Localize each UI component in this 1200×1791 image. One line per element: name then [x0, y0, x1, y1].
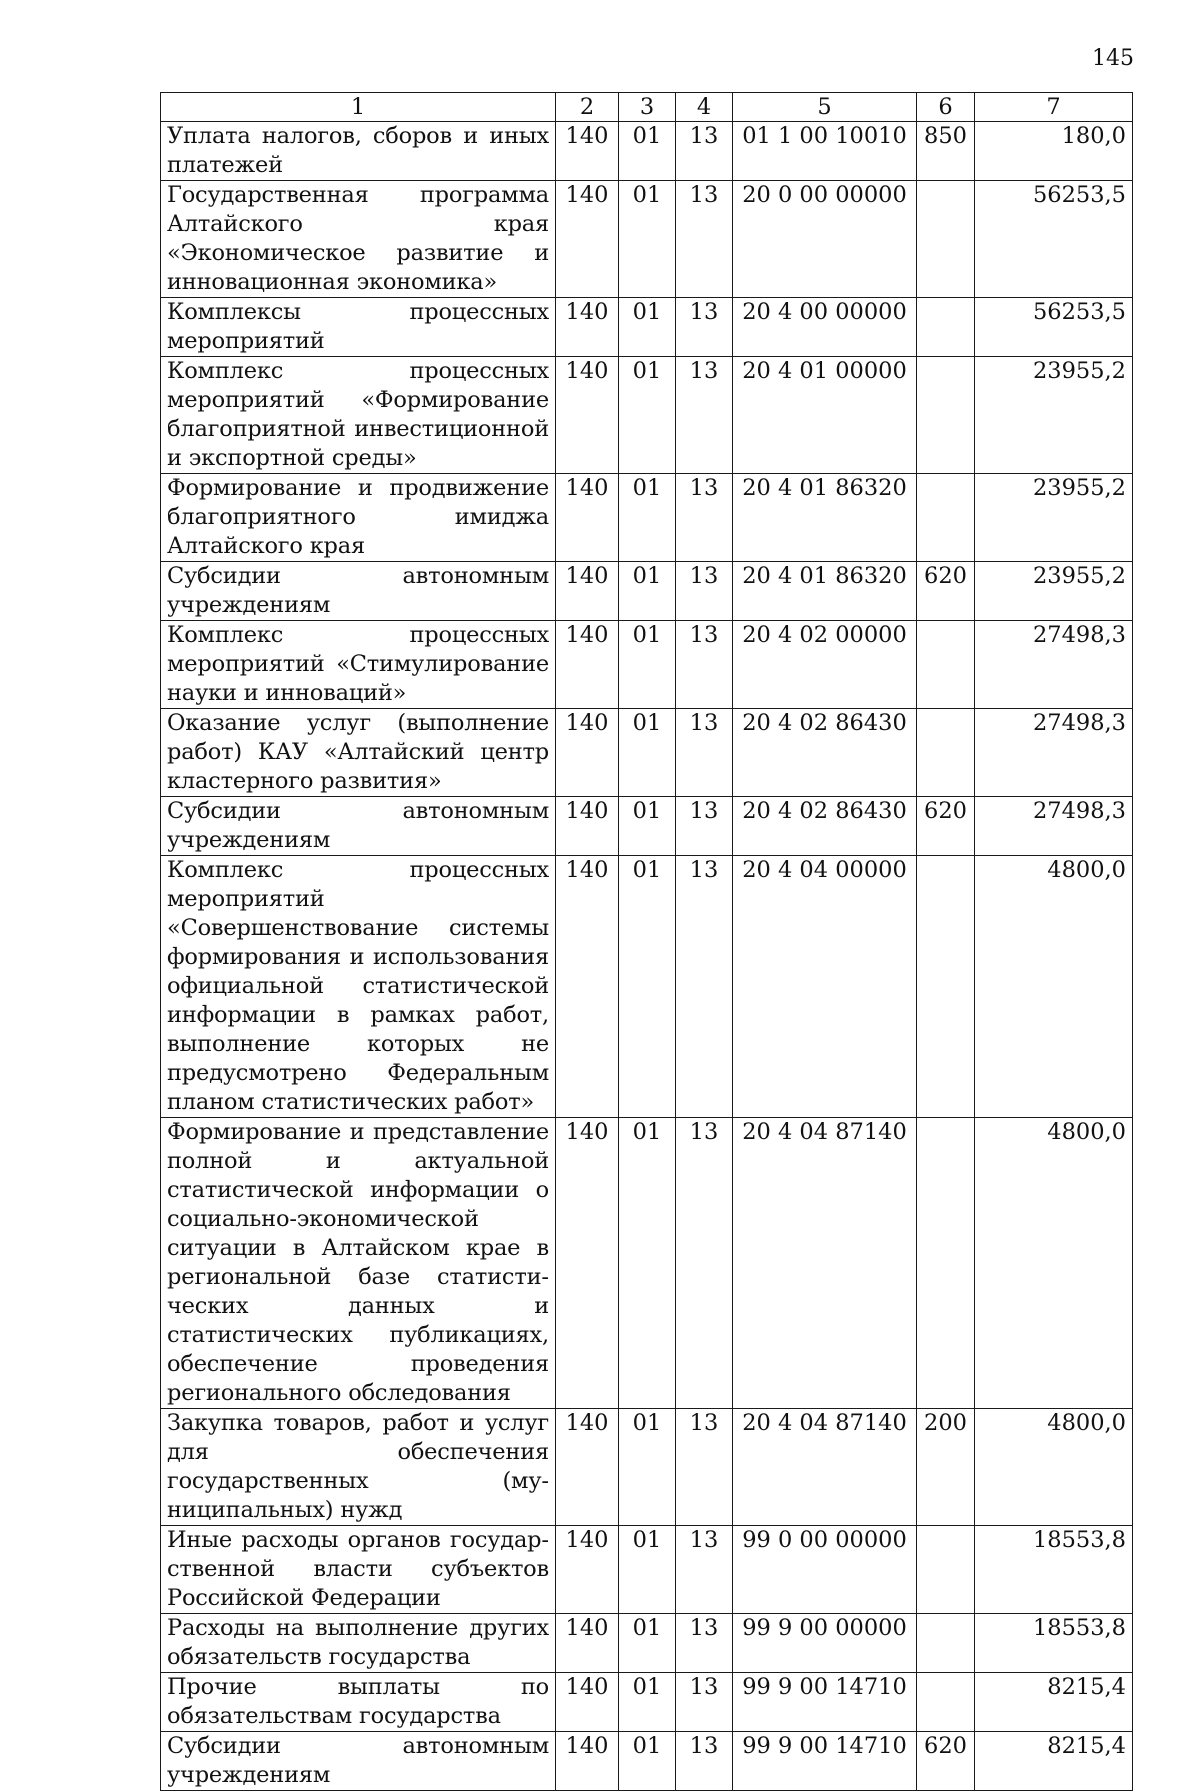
row-amount-cell: 23955,2 [975, 474, 1133, 562]
row-amount-cell: 4800,0 [975, 856, 1133, 1118]
row-subsection-cell: 13 [676, 357, 733, 474]
row-section-cell: 01 [619, 1409, 676, 1526]
row-expense-type-cell [917, 474, 975, 562]
row-amount-cell: 23955,2 [975, 562, 1133, 621]
column-header: 1 [161, 93, 556, 122]
row-code-cell: 140 [556, 562, 619, 621]
row-name-cell: Комплекс процессных мероприятий «Формирование благоприятной инвестиционной и экспортной среды» [161, 357, 556, 474]
row-name-cell: Прочие выплаты по обязательствам государства [161, 1673, 556, 1732]
row-section-cell: 01 [619, 856, 676, 1118]
table-row [161, 298, 1133, 357]
row-subsection-cell: 13 [676, 562, 733, 621]
row-target-item-cell: 20 4 02 86430 [733, 709, 917, 797]
row-name-cell: Расходы на выполнение других обязательств государства [161, 1614, 556, 1673]
row-amount-cell: 23955,2 [975, 357, 1133, 474]
table-row [161, 1409, 1133, 1526]
row-section-cell: 01 [619, 1673, 676, 1732]
row-section-cell: 01 [619, 709, 676, 797]
table-row [161, 709, 1133, 797]
row-section-cell: 01 [619, 357, 676, 474]
row-code-cell: 140 [556, 1614, 619, 1673]
row-target-item-cell: 20 4 04 00000 [733, 856, 917, 1118]
row-subsection-cell: 13 [676, 1614, 733, 1673]
row-code-cell: 140 [556, 357, 619, 474]
row-target-item-cell: 99 9 00 14710 [733, 1732, 917, 1791]
row-expense-type-cell [917, 298, 975, 357]
row-section-cell: 01 [619, 1732, 676, 1791]
row-expense-type-cell: 850 [917, 122, 975, 181]
table-row [161, 1118, 1133, 1409]
row-name-cell: Субсидии автономным учреждениям [161, 797, 556, 856]
row-section-cell: 01 [619, 1614, 676, 1673]
row-expense-type-cell [917, 621, 975, 709]
row-amount-cell: 27498,3 [975, 621, 1133, 709]
row-name-cell: Комплекс процессных мероприятий «Совершенствование системы формирования и использования официальной статистической информации в рамках работ, выполнение которых не предусмотрено Федеральным планом статистических работ» [161, 856, 556, 1118]
table-row [161, 357, 1133, 474]
column-header: 2 [556, 93, 619, 122]
row-subsection-cell: 13 [676, 621, 733, 709]
row-expense-type-cell [917, 856, 975, 1118]
column-header: 6 [917, 93, 975, 122]
column-header: 3 [619, 93, 676, 122]
row-target-item-cell: 20 4 01 86320 [733, 474, 917, 562]
row-code-cell: 140 [556, 1526, 619, 1614]
table-row [161, 1673, 1133, 1732]
row-expense-type-cell [917, 357, 975, 474]
row-subsection-cell: 13 [676, 856, 733, 1118]
table-row [161, 1732, 1133, 1791]
row-amount-cell: 4800,0 [975, 1118, 1133, 1409]
row-code-cell: 140 [556, 474, 619, 562]
row-expense-type-cell: 620 [917, 797, 975, 856]
row-subsection-cell: 13 [676, 1526, 733, 1614]
row-code-cell: 140 [556, 1118, 619, 1409]
row-target-item-cell: 20 4 02 00000 [733, 621, 917, 709]
row-section-cell: 01 [619, 181, 676, 298]
row-expense-type-cell [917, 1614, 975, 1673]
row-name-cell: Государственная программа Алтайского края «Экономическое развитие и инновационная экономика» [161, 181, 556, 298]
row-code-cell: 140 [556, 709, 619, 797]
table-header-row [161, 93, 1133, 122]
table-row [161, 474, 1133, 562]
row-code-cell: 140 [556, 621, 619, 709]
table-row [161, 1614, 1133, 1673]
table-row [161, 621, 1133, 709]
row-target-item-cell: 99 9 00 14710 [733, 1673, 917, 1732]
column-header: 5 [733, 93, 917, 122]
row-expense-type-cell: 620 [917, 1732, 975, 1791]
table-row [161, 797, 1133, 856]
row-expense-type-cell [917, 1526, 975, 1614]
row-name-cell: Формирование и продвижение благоприятного имиджа Алтайского края [161, 474, 556, 562]
row-section-cell: 01 [619, 122, 676, 181]
row-target-item-cell: 01 1 00 10010 [733, 122, 917, 181]
row-expense-type-cell [917, 1673, 975, 1732]
row-amount-cell: 56253,5 [975, 181, 1133, 298]
row-amount-cell: 27498,3 [975, 797, 1133, 856]
row-amount-cell: 8215,4 [975, 1673, 1133, 1732]
table-row [161, 122, 1133, 181]
row-section-cell: 01 [619, 1526, 676, 1614]
row-amount-cell: 18553,8 [975, 1526, 1133, 1614]
row-amount-cell: 56253,5 [975, 298, 1133, 357]
row-subsection-cell: 13 [676, 474, 733, 562]
row-code-cell: 140 [556, 122, 619, 181]
row-target-item-cell: 20 4 00 00000 [733, 298, 917, 357]
column-header: 7 [975, 93, 1133, 122]
row-name-cell: Уплата налогов, сборов и иных платежей [161, 122, 556, 181]
row-target-item-cell: 99 9 00 00000 [733, 1614, 917, 1673]
row-section-cell: 01 [619, 621, 676, 709]
row-section-cell: 01 [619, 562, 676, 621]
table-row [161, 856, 1133, 1118]
row-subsection-cell: 13 [676, 1409, 733, 1526]
row-subsection-cell: 13 [676, 797, 733, 856]
table-row [161, 181, 1133, 298]
row-amount-cell: 27498,3 [975, 709, 1133, 797]
row-subsection-cell: 13 [676, 181, 733, 298]
row-section-cell: 01 [619, 298, 676, 357]
row-section-cell: 01 [619, 474, 676, 562]
row-subsection-cell: 13 [676, 122, 733, 181]
row-code-cell: 140 [556, 181, 619, 298]
row-code-cell: 140 [556, 1732, 619, 1791]
row-name-cell: Формирование и представление полной и актуальной статистической информации о социально-экономической ситуации в Алтайском крае в региональной базе статистических данных и статистических публикациях, обеспечение проведения регионального обследования [161, 1118, 556, 1409]
table-row [161, 562, 1133, 621]
row-amount-cell: 8215,4 [975, 1732, 1133, 1791]
row-target-item-cell: 20 4 04 87140 [733, 1118, 917, 1409]
row-amount-cell: 180,0 [975, 122, 1133, 181]
row-subsection-cell: 13 [676, 298, 733, 357]
row-code-cell: 140 [556, 298, 619, 357]
row-name-cell: Субсидии автономным учреждениям [161, 1732, 556, 1791]
row-amount-cell: 4800,0 [975, 1409, 1133, 1526]
row-target-item-cell: 20 4 02 86430 [733, 797, 917, 856]
row-expense-type-cell [917, 1118, 975, 1409]
row-name-cell: Комплексы процессных мероприятий [161, 298, 556, 357]
row-code-cell: 140 [556, 1673, 619, 1732]
row-subsection-cell: 13 [676, 709, 733, 797]
table-body [161, 122, 1133, 1791]
row-subsection-cell: 13 [676, 1732, 733, 1791]
row-expense-type-cell [917, 181, 975, 298]
row-expense-type-cell: 200 [917, 1409, 975, 1526]
table-row [161, 1526, 1133, 1614]
row-expense-type-cell: 620 [917, 562, 975, 621]
row-name-cell: Субсидии автономным учреждениям [161, 562, 556, 621]
row-expense-type-cell [917, 709, 975, 797]
row-section-cell: 01 [619, 797, 676, 856]
row-section-cell: 01 [619, 1118, 676, 1409]
row-subsection-cell: 13 [676, 1118, 733, 1409]
row-name-cell: Иные расходы органов государственной власти субъектов Российской Федерации [161, 1526, 556, 1614]
row-code-cell: 140 [556, 1409, 619, 1526]
row-target-item-cell: 20 4 01 86320 [733, 562, 917, 621]
row-code-cell: 140 [556, 797, 619, 856]
row-target-item-cell: 20 0 00 00000 [733, 181, 917, 298]
row-subsection-cell: 13 [676, 1673, 733, 1732]
row-target-item-cell: 20 4 04 87140 [733, 1409, 917, 1526]
budget-table [160, 92, 1133, 1791]
row-name-cell: Закупка товаров, работ и услуг для обеспечения государственных (муниципальных) нужд [161, 1409, 556, 1526]
row-name-cell: Оказание услуг (выполнение работ) КАУ «Алтайский центр кластерного развития» [161, 709, 556, 797]
row-target-item-cell: 99 0 00 00000 [733, 1526, 917, 1614]
column-header: 4 [676, 93, 733, 122]
row-amount-cell: 18553,8 [975, 1614, 1133, 1673]
row-code-cell: 140 [556, 856, 619, 1118]
row-target-item-cell: 20 4 01 00000 [733, 357, 917, 474]
page-number: 145 [1092, 46, 1134, 71]
row-name-cell: Комплекс процессных мероприятий «Стимулирование науки и инноваций» [161, 621, 556, 709]
